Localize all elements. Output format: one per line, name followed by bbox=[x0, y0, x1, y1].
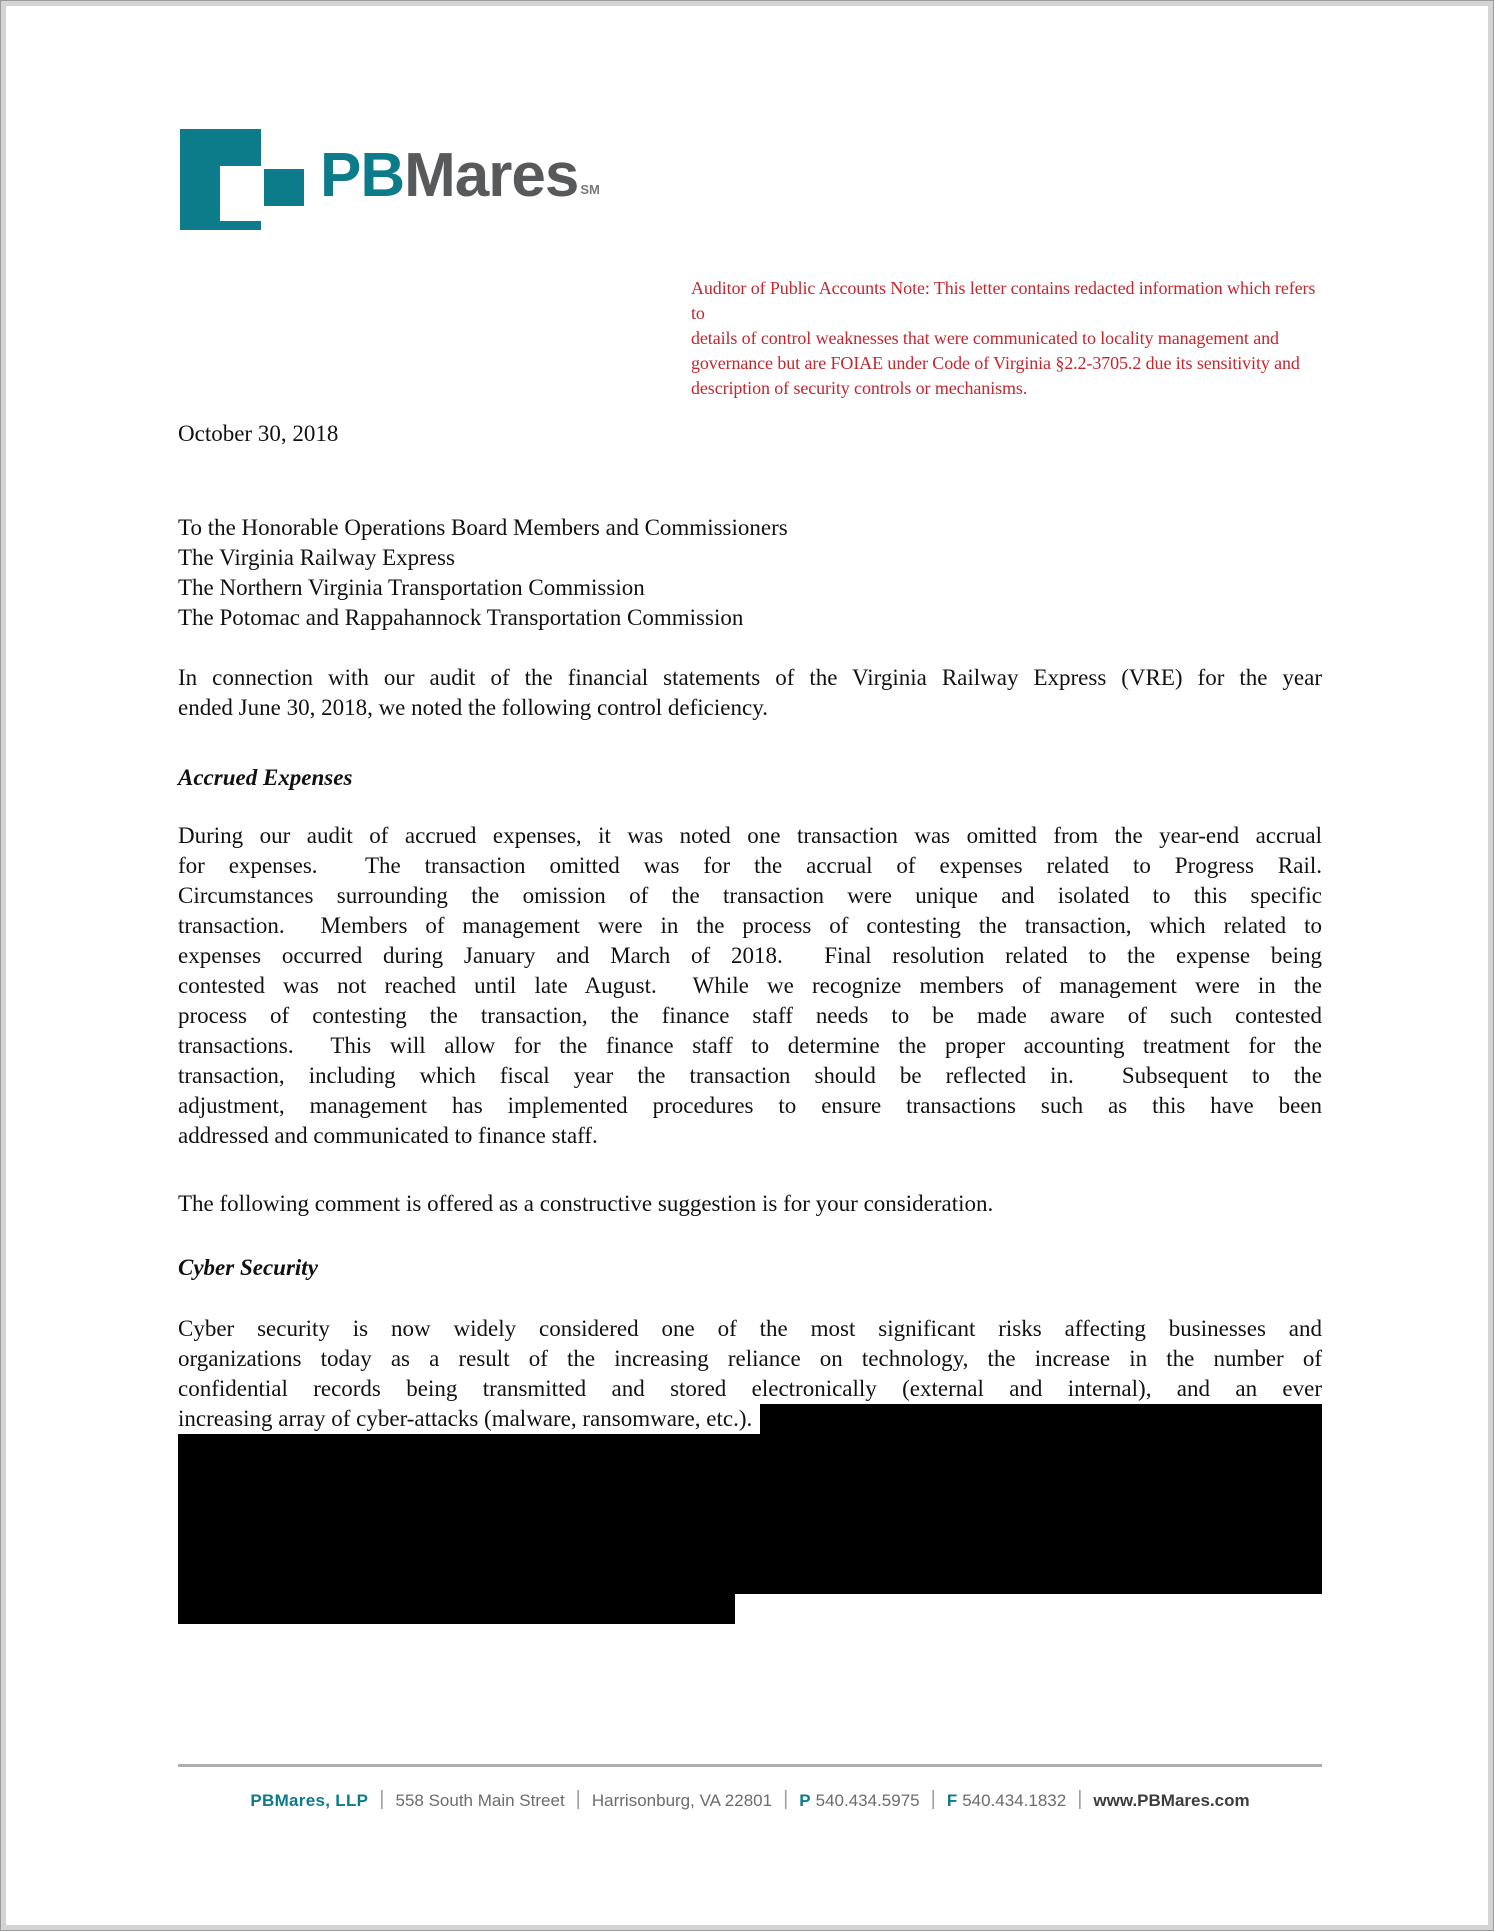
footer-fax-label: F bbox=[946, 1790, 958, 1810]
apa-redaction-note bbox=[691, 276, 1322, 401]
footer-separator: | bbox=[1077, 1788, 1083, 1810]
logo-white-notch bbox=[220, 166, 261, 221]
footer-fax bbox=[947, 1791, 1066, 1811]
redaction-bar-inline bbox=[760, 1404, 1322, 1438]
text-line: transaction. Members of management were in the process of contesting the transaction, which related to bbox=[178, 913, 1322, 938]
wordmark-mares: Mares bbox=[404, 141, 579, 210]
footer-contact-info bbox=[178, 1789, 1322, 1812]
footer-separator: | bbox=[575, 1788, 581, 1810]
constructive-comment-line: The following comment is offered as a constructive suggestion is for your consideration. bbox=[178, 1191, 994, 1216]
text-line: addressed and communicated to finance staff. bbox=[178, 1123, 598, 1148]
text-line: In connection with our audit of the financial statements of the Virginia Railway Express (VRE) for the year bbox=[178, 665, 1322, 690]
pbmares-logo-mark-icon bbox=[180, 129, 306, 230]
text-line: process of contesting the transaction, the finance staff needs to be made aware of such contested bbox=[178, 1003, 1322, 1028]
redaction-block-tail bbox=[178, 1594, 735, 1624]
accrued-expenses-paragraph bbox=[178, 821, 1322, 1151]
text-line: description of security controls or mechanisms. bbox=[691, 378, 1028, 398]
redaction-block-main bbox=[178, 1434, 1322, 1594]
footer-phone-number: 540.434.5975 bbox=[815, 1790, 920, 1810]
text-line: contested was not reached until late August. While we recognize members of management were in the bbox=[178, 973, 1322, 998]
pbmares-wordmark bbox=[320, 141, 600, 223]
letter-date: October 30, 2018 bbox=[178, 421, 339, 446]
text-line: To the Honorable Operations Board Members and Commissioners bbox=[178, 515, 788, 540]
letter-content bbox=[1, 129, 1493, 1812]
wordmark-pb: PB bbox=[320, 141, 405, 210]
footer-phone-label: P bbox=[799, 1790, 811, 1810]
text-line: The Potomac and Rappahannock Transportation Commission bbox=[178, 605, 744, 630]
footer-street: 558 South Main Street bbox=[395, 1790, 565, 1810]
cyber-security-paragraph bbox=[178, 1314, 1322, 1404]
cyber-security-last-line bbox=[178, 1404, 1322, 1434]
text-line: details of control weaknesses that were communicated to locality management and bbox=[691, 328, 1279, 348]
footer-website: www.PBMares.com bbox=[1093, 1790, 1250, 1810]
text-line: transactions. This will allow for the finance staff to determine the proper accounting treatment for the bbox=[178, 1033, 1322, 1058]
recipient-address-block bbox=[178, 513, 1322, 633]
footer-divider-line bbox=[178, 1764, 1322, 1767]
footer-firm-name: PBMares, LLP bbox=[250, 1790, 369, 1810]
text-line: governance but are FOIAE under Code of Virginia §2.2-3705.2 due its sensitivity and bbox=[691, 353, 1300, 373]
text-line: ended June 30, 2018, we noted the following control deficiency. bbox=[178, 695, 768, 720]
letter-footer bbox=[178, 1764, 1322, 1812]
text-line: Auditor of Public Accounts Note: This letter contains redacted information which refers to bbox=[691, 278, 1320, 323]
text-line: confidential records being transmitted and stored electronically (external and internal), and an ever bbox=[178, 1376, 1322, 1401]
text-line: The Virginia Railway Express bbox=[178, 545, 455, 570]
text-line: The Northern Virginia Transportation Commission bbox=[178, 575, 645, 600]
accrued-expenses-heading: Accrued Expenses bbox=[178, 765, 353, 790]
text-line: for expenses. The transaction omitted was for the accrual of expenses related to Progress Rail. bbox=[178, 853, 1322, 878]
footer-separator: | bbox=[930, 1788, 936, 1810]
logo-small-square bbox=[264, 169, 304, 206]
footer-phone bbox=[799, 1791, 919, 1811]
cyber-last-line-text: increasing array of cyber-attacks (malware, ransomware, etc.). bbox=[178, 1406, 753, 1431]
intro-paragraph bbox=[178, 663, 1322, 723]
footer-separator: | bbox=[379, 1788, 385, 1810]
footer-separator: | bbox=[783, 1788, 789, 1810]
text-line: During our audit of accrued expenses, it was noted one transaction was omitted from the year-end accrual bbox=[178, 823, 1322, 848]
text-line: adjustment, management has implemented procedures to ensure transactions such as this have been bbox=[178, 1093, 1322, 1118]
text-line: expenses occurred during January and March of 2018. Final resolution related to the expense being bbox=[178, 943, 1322, 968]
pbmares-logo bbox=[178, 129, 1322, 230]
text-line: organizations today as a result of the increasing reliance on technology, the increase in the number of bbox=[178, 1346, 1322, 1371]
text-line: transaction, including which fiscal year the transaction should be reflected in. Subsequent to the bbox=[178, 1063, 1322, 1088]
cyber-security-heading: Cyber Security bbox=[178, 1255, 318, 1280]
footer-fax-number: 540.434.1832 bbox=[962, 1790, 1067, 1810]
text-line: Circumstances surrounding the omission of the transaction were unique and isolated to this specific bbox=[178, 883, 1322, 908]
text-line: Cyber security is now widely considered one of the most significant risks affecting businesses and bbox=[178, 1316, 1322, 1341]
footer-city: Harrisonburg, VA 22801 bbox=[591, 1790, 773, 1810]
wordmark-sm: SM bbox=[580, 182, 600, 197]
